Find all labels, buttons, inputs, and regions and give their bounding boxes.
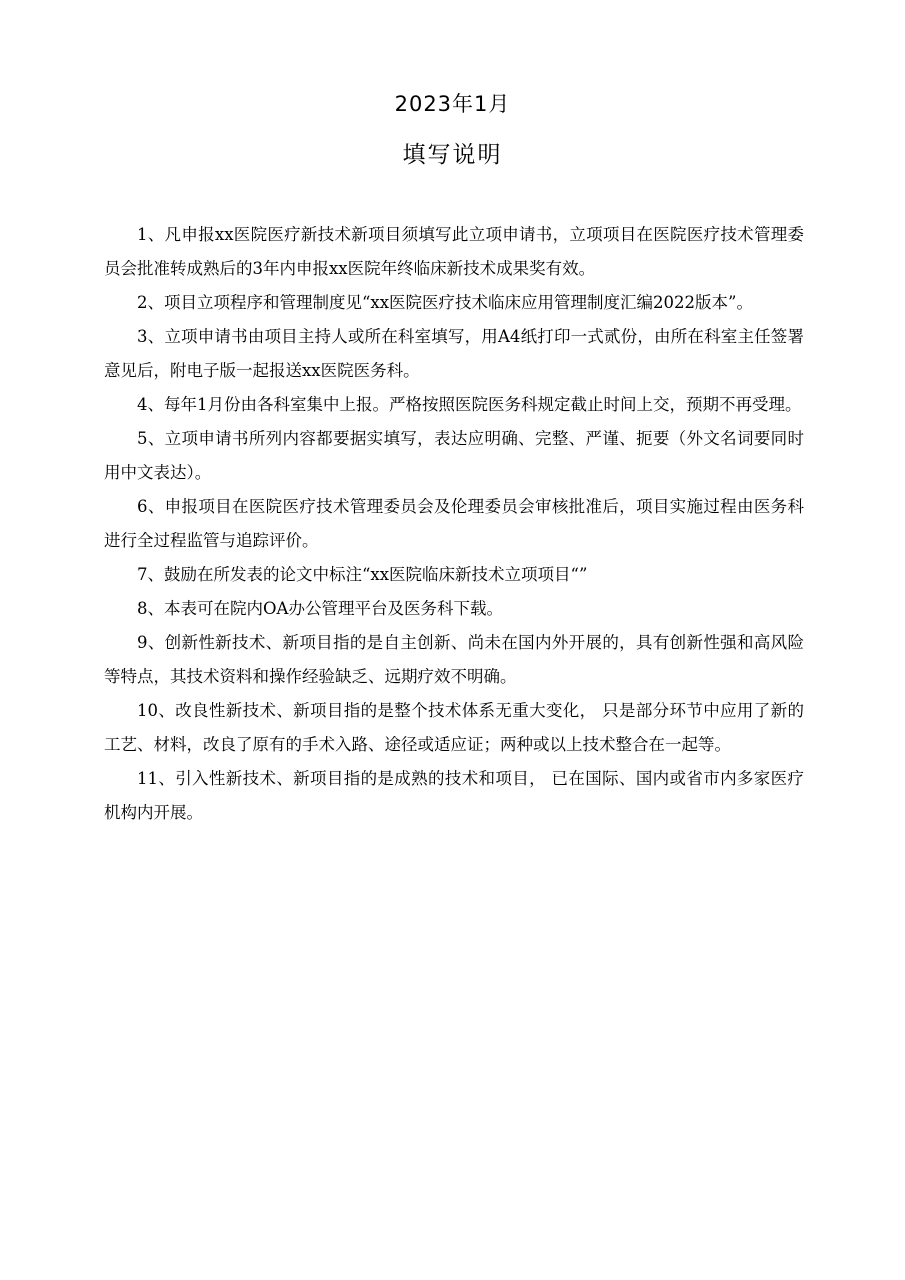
document-title: 填写说明 bbox=[402, 142, 503, 168]
instruction-paragraph-6: 6、申报项目在医院医疗技术管理委员会及伦理委员会审核批准后，项目实施过程由医务科进行全过程监管与追踪评价。 bbox=[104, 497, 804, 550]
instruction-paragraph-2: 2、项目立项程序和管理制度见“xx医院医疗技术临床应用管理制度汇编2022版本”。 bbox=[137, 293, 753, 312]
instruction-paragraph-3: 3、立项申请书由项目主持人或所在科室填写，用A4纸打印一式贰份，由所在科室主任签署意见后，附电子版一起报送xx医院医务科。 bbox=[104, 327, 804, 380]
document-date: 2023年1月 bbox=[394, 92, 511, 116]
instruction-paragraph-9: 9、创新性新技术、新项目指的是自主创新、尚未在国内外开展的，具有创新性强和高风险等特点，其技术资料和操作经验缺乏、远期疗效不明确。 bbox=[104, 633, 804, 686]
instruction-paragraph-1: 1、凡申报xx医院医疗新技术新项目须填写此立项申请书，立项项目在医院医疗技术管理委员会批准转成熟后的3年内申报xx医院年终临床新技术成果奖有效。 bbox=[104, 225, 804, 278]
instruction-paragraph-10: 10、改良性新技术、新项目指的是整个技术体系无重大变化， 只是部分环节中应用了新的工艺、材料，改良了原有的手术入路、途径或适应证；两种或以上技术整合在一起等。 bbox=[104, 701, 804, 754]
instructions-body bbox=[104, 218, 804, 830]
instruction-paragraph-11: 11、引入性新技术、新项目指的是成熟的技术和项目， 已在国际、国内或省市内多家医疗机构内开展。 bbox=[104, 769, 804, 822]
instruction-paragraph-8: 8、本表可在院内OA办公管理平台及医务科下载。 bbox=[137, 599, 503, 618]
instruction-paragraph-7: 7、鼓励在所发表的论文中标注“xx医院临床新技术立项项目“” bbox=[137, 565, 588, 584]
instruction-paragraph-4: 4、每年1月份由各科室集中上报。严格按照医院医务科规定截止时间上交，预期不再受理。 bbox=[137, 395, 802, 414]
instruction-paragraph-5: 5、立项申请书所列内容都要据实填写，表达应明确、完整、严谨、扼要（外文名词要同时用中文表达）。 bbox=[104, 429, 804, 482]
